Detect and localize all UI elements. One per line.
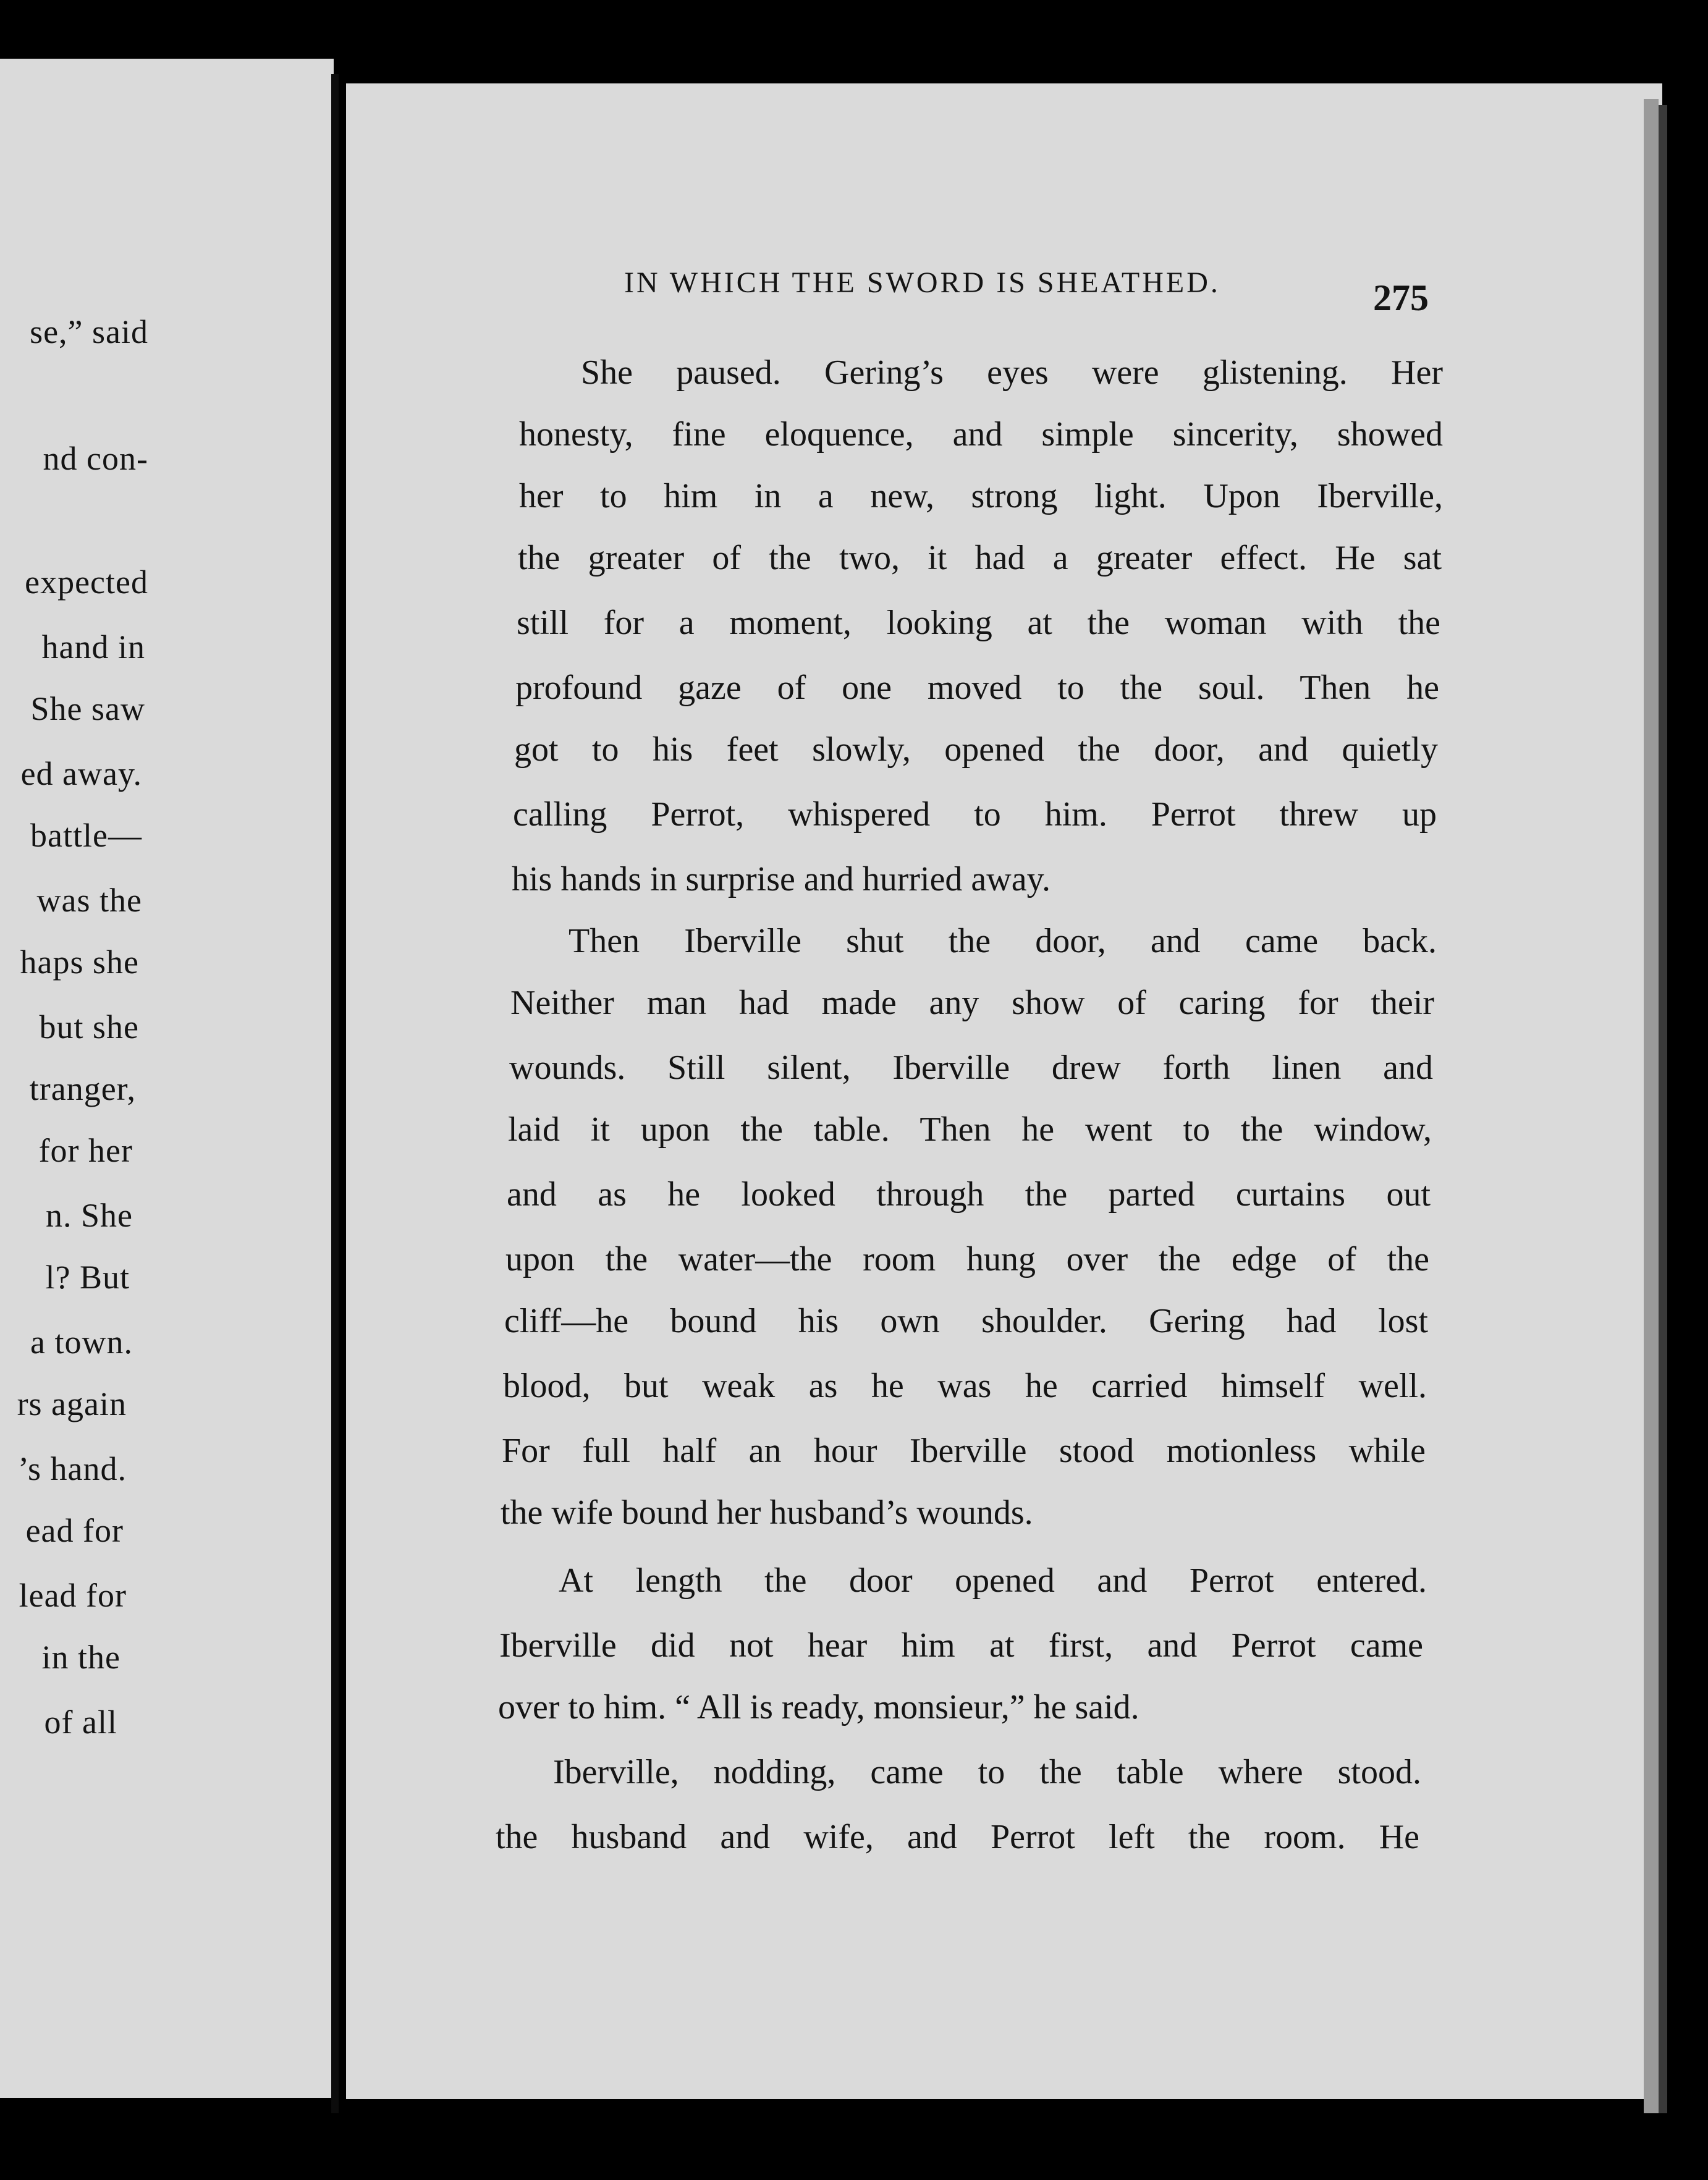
left-page-line: of all bbox=[44, 1704, 117, 1741]
body-line: upon the water—the room hung over the edge of the bbox=[505, 1240, 1429, 1278]
left-page-line: for her bbox=[38, 1132, 133, 1169]
left-page-line: ead for bbox=[25, 1512, 124, 1549]
body-line: honesty, fine eloquence, and simple sincerity, showed bbox=[519, 415, 1443, 454]
body-line: profound gaze of one moved to the soul. Then he bbox=[515, 669, 1439, 707]
body-line: wounds. Still silent, Iberville drew forth linen and bbox=[509, 1049, 1433, 1087]
body-line: blood, but weak as he was he carried himself well. bbox=[503, 1367, 1427, 1405]
left-page-line: in the bbox=[41, 1639, 120, 1676]
body-line: She paused. Gering’s eyes were glistening. Her bbox=[581, 353, 1443, 392]
body-line: her to him in a new, strong light. Upon Iberville, bbox=[519, 477, 1443, 515]
left-page-line: expected bbox=[25, 564, 148, 601]
left-page-line: ed away. bbox=[20, 755, 142, 792]
body-line: and as he looked through the parted curtains out bbox=[507, 1175, 1431, 1214]
left-page-line: lead for bbox=[19, 1577, 127, 1614]
body-line: laid it upon the table. Then he went to the window, bbox=[508, 1110, 1432, 1149]
body-line: Then Iberville shut the door, and came back. bbox=[569, 922, 1437, 960]
body-line: Iberville did not hear him at first, and Perrot came bbox=[499, 1626, 1423, 1665]
left-page-line: was the bbox=[36, 882, 142, 919]
left-page-line: nd con- bbox=[43, 440, 148, 477]
left-page-line: n. She bbox=[46, 1197, 133, 1234]
page-edge bbox=[1644, 99, 1659, 2113]
left-page-line: rs again bbox=[17, 1385, 127, 1422]
body-line: calling Perrot, whispered to him. Perrot threw up bbox=[513, 795, 1437, 834]
body-line: At length the door opened and Perrot entered. bbox=[559, 1561, 1427, 1600]
left-page-line: She saw bbox=[30, 690, 145, 727]
body-line: the greater of the two, it had a greater effect. He sat bbox=[518, 539, 1442, 577]
left-page-line: but she bbox=[39, 1008, 139, 1046]
body-line: still for a moment, looking at the woman with the bbox=[517, 604, 1440, 642]
left-page-line: se,” said bbox=[30, 313, 148, 350]
body-line: Neither man had made any show of caring for their bbox=[510, 984, 1434, 1022]
body-line: his hands in surprise and hurried away. bbox=[512, 860, 1051, 898]
body-line: the husband and wife, and Perrot left the room. He bbox=[496, 1818, 1419, 1856]
gutter-shadow bbox=[331, 74, 339, 2113]
left-page-line: hand in bbox=[41, 628, 145, 665]
left-page-line: ’s hand. bbox=[18, 1450, 127, 1487]
left-page-line: l? But bbox=[45, 1259, 130, 1296]
left-page-line: a town. bbox=[30, 1324, 133, 1361]
body-line: Iberville, nodding, came to the table where stood. bbox=[553, 1753, 1421, 1791]
body-line: the wife bound her husband’s wounds. bbox=[501, 1493, 1033, 1532]
body-line: For full half an hour Iberville stood motionless while bbox=[502, 1432, 1426, 1470]
running-head: IN WHICH THE SWORD IS SHEATHED. bbox=[624, 266, 1220, 299]
left-page-line: tranger, bbox=[29, 1070, 136, 1107]
page-number: 275 bbox=[1373, 277, 1429, 318]
body-line: over to him. “ All is ready, monsieur,” he said. bbox=[498, 1688, 1139, 1726]
body-line: cliff—he bound his own shoulder. Gering had lost bbox=[504, 1302, 1428, 1340]
left-page-line: haps she bbox=[20, 944, 139, 981]
left-page-line: battle— bbox=[30, 817, 142, 854]
page-edge-shadow bbox=[1659, 105, 1667, 2113]
body-line: got to his feet slowly, opened the door, and quietly bbox=[514, 730, 1438, 769]
